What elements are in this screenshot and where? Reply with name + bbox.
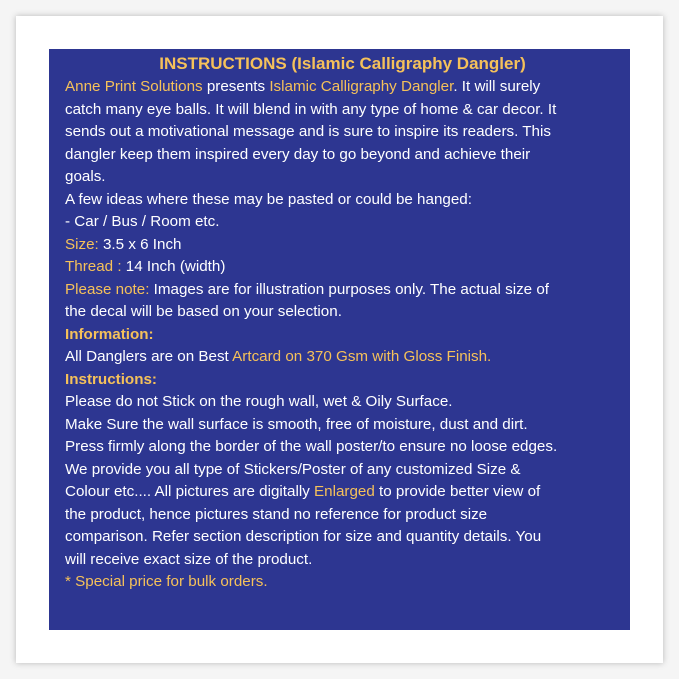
intro-line-3: sends out a motivational message and is sure to inspire its readers. This xyxy=(65,123,551,140)
instruction-line-3: Press firmly along the border of the wall poster/to ensure no loose edges. xyxy=(65,438,558,455)
instructions-heading: Instructions: xyxy=(65,370,157,388)
thread-value: 14 Inch (width) xyxy=(121,258,226,275)
information-text: All Danglers are on Best Artcard on 370 Gsm with Gloss Finish. xyxy=(65,348,492,365)
intro-line-5: goals. xyxy=(65,168,106,185)
size-value: 3.5 x 6 Inch xyxy=(98,235,182,253)
note-line-2: the decal will be based on your selection. xyxy=(65,303,342,320)
thread-label: Thread : xyxy=(65,258,122,275)
product-name: Islamic Calligraphy Dangler xyxy=(269,78,454,95)
instruction-line-4: We provide you all type of Stickers/Poster of any customized Size & xyxy=(65,460,521,478)
note-line-1: Please note: Images are for illustration purposes only. The actual size of xyxy=(65,280,550,298)
ideas-item: - Car / Bus / Room etc. xyxy=(65,213,220,230)
thread-row xyxy=(65,256,620,279)
intro-line-4: dangler keep them inspired every day to go beyond and achieve their xyxy=(65,145,531,163)
instruction-line-6: the product, hence pictures stand no reference for product size xyxy=(65,505,488,523)
company-name: Anne Print Solutions xyxy=(65,78,203,95)
enlarged-highlight: Enlarged xyxy=(314,483,375,500)
instruction-line-7: comparison. Refer section description for size and quantity details. You xyxy=(65,528,542,545)
intro-line-2: catch many eye balls. It will blend in with any type of home & car decor. It xyxy=(65,100,557,118)
instruction-line-2: Make Sure the wall surface is smooth, free of moisture, dust and dirt. xyxy=(65,415,528,433)
instructions-panel xyxy=(49,49,630,630)
instruction-line-8: will receive exact size of the product. xyxy=(65,550,313,568)
page-title: INSTRUCTIONS (Islamic Calligraphy Dangler) xyxy=(159,54,526,73)
intro-line-1: Anne Print Solutions presents Islamic Calligraphy Dangler. It will surely xyxy=(65,78,541,95)
size-row xyxy=(65,234,620,257)
instruction-line-1: Please do not Stick on the rough wall, wet & Oily Surface. xyxy=(65,393,453,410)
ideas-heading: A few ideas where these may be pasted or could be hanged: xyxy=(65,190,472,208)
special-price-note: * Special price for bulk orders. xyxy=(65,573,268,590)
size-label: Size: xyxy=(65,235,99,253)
information-heading: Information: xyxy=(65,325,154,343)
note-label: Please note: xyxy=(65,280,150,298)
instruction-line-5: Colour etc.... All pictures are digitally Enlarged to provide better view of xyxy=(65,483,541,500)
card-frame xyxy=(16,16,663,663)
material-highlight: Artcard on 370 Gsm with Gloss Finish. xyxy=(232,348,492,365)
